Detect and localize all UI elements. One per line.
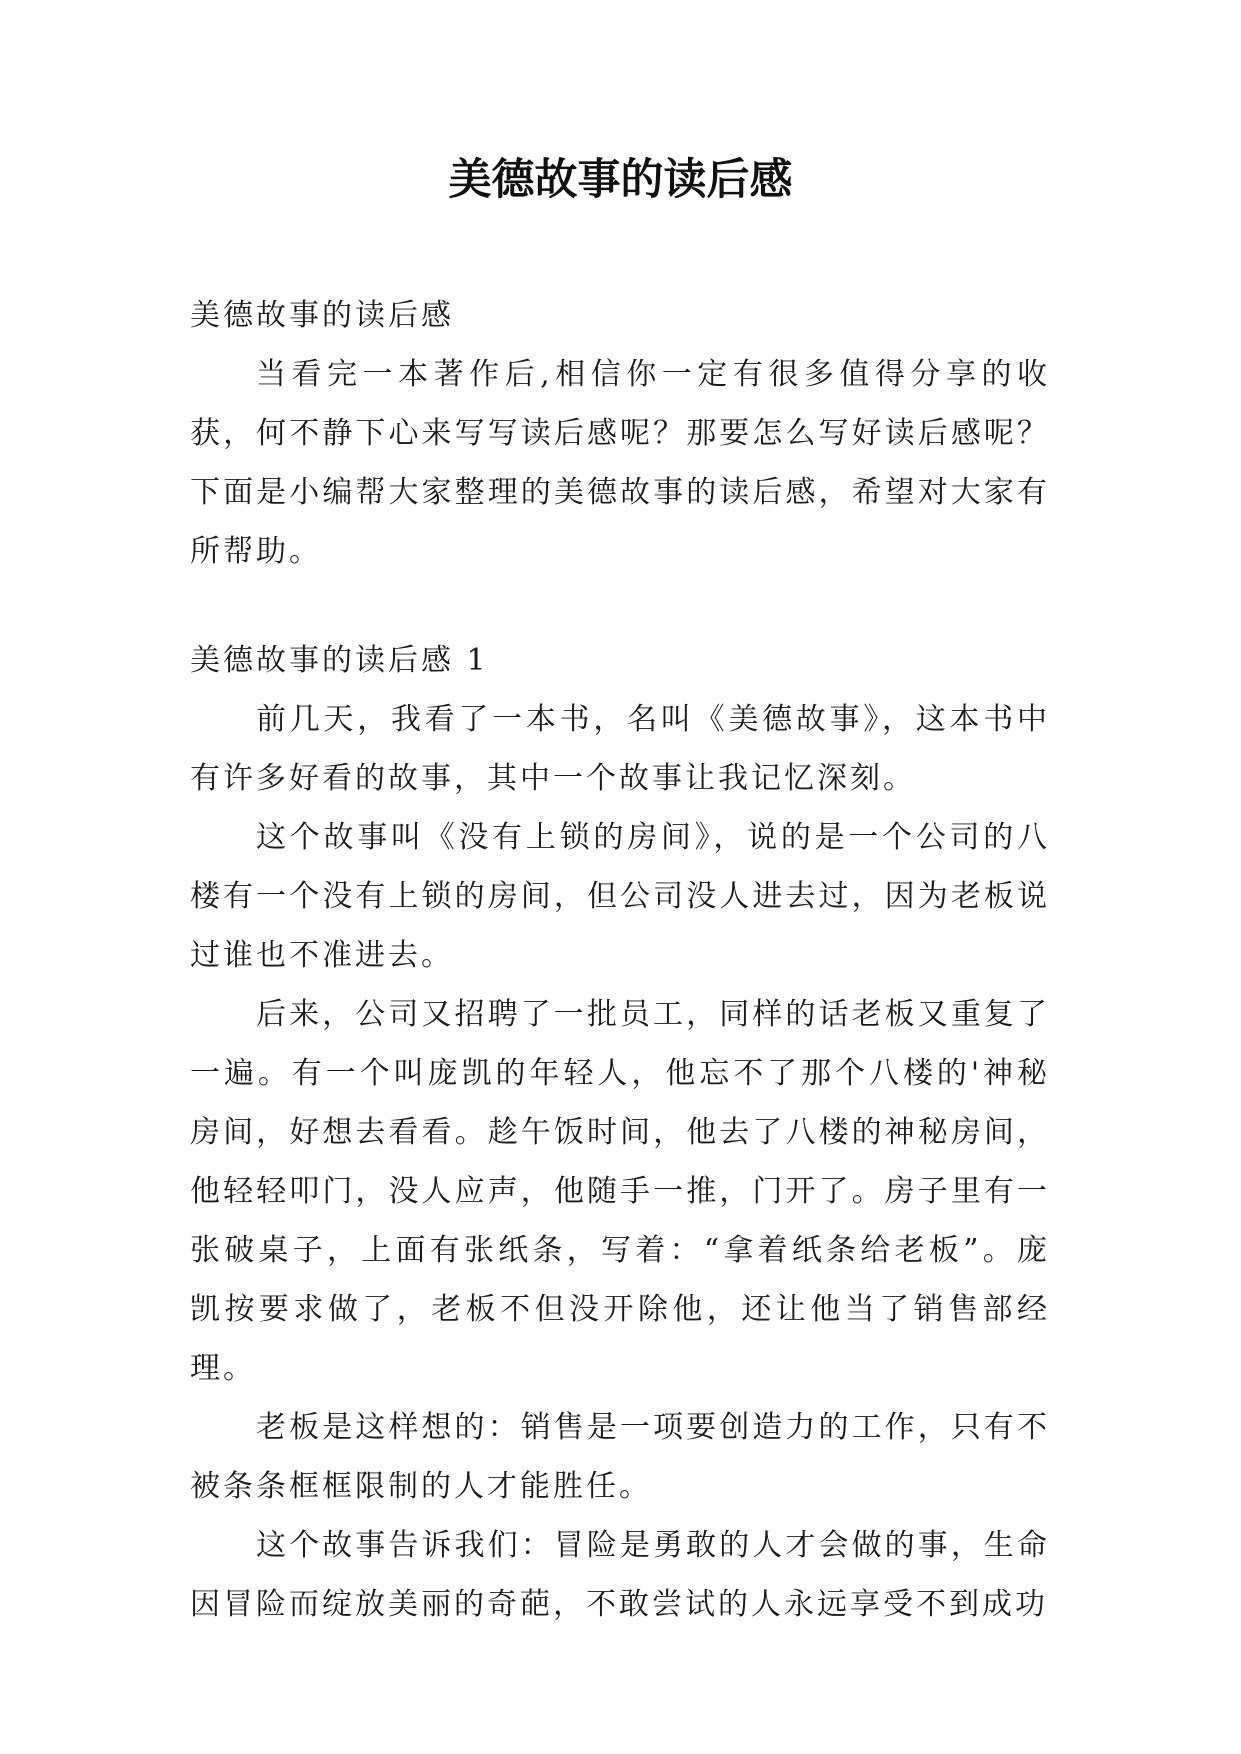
paragraph: 前几天，我看了一本书，名叫《美德故事》，这本书中有许多好看的故事，其中一个故事让我记忆深刻。	[190, 702, 1050, 796]
intro-heading: 美德故事的读后感	[190, 298, 454, 333]
paragraph: 后来，公司又招聘了一批员工，同样的话老板又重复了一遍。有一个叫庞凯的年轻人，他忘不了那个八楼的'神秘房间，好想去看看。趁午饭时间，他去了八楼的神秘房间，他轻轻叩门，没人应声，他随手一推，门开了。房子里有一张破桌子，上面有张纸条，写着：“拿着纸条给老板”。庞凯按要求做了，老板不但没开除他，还让他当了销售部经理。	[190, 997, 1050, 1386]
paragraph: 老板是这样想的：销售是一项要创造力的工作，只有不被条条框框限制的人才能胜任。	[190, 1410, 1050, 1504]
document-body	[190, 286, 1050, 1634]
paragraph: 这个故事叫《没有上锁的房间》，说的是一个公司的八楼有一个没有上锁的房间，但公司没人进去过，因为老板说过谁也不准进去。	[190, 820, 1050, 973]
intro-paragraph: 当看完一本著作后,相信你一定有很多值得分享的收获，何不静下心来写写读后感呢？那要怎么写好读后感呢？下面是小编帮大家整理的美德故事的读后感，希望对大家有所帮助。	[190, 357, 1050, 569]
section-heading: 美德故事的读后感 1	[190, 643, 489, 678]
document-title: 美德故事的读后感	[448, 155, 793, 205]
paragraph: 这个故事告诉我们：冒险是勇敢的人才会做的事，生命因冒险而绽放美丽的奇葩，不敢尝试的人永远享受不到成功	[190, 1528, 1050, 1622]
section-spacer	[190, 581, 1050, 631]
